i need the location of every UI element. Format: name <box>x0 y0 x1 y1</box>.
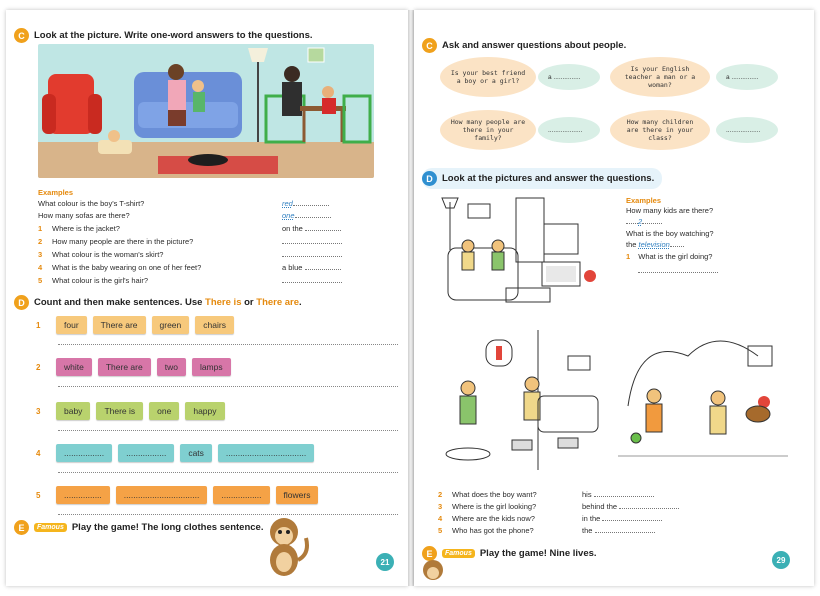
page-number: 21 <box>376 553 394 571</box>
question-bubble: How many children are there in your class? <box>610 110 710 150</box>
examples-label: Examples <box>626 196 662 205</box>
example-answer-row <box>626 217 662 226</box>
question-bubble: Is your best friend a boy or a girl? <box>440 57 536 97</box>
question-row <box>626 252 712 261</box>
example-answer: one <box>282 211 295 220</box>
word-card: white <box>56 358 92 376</box>
section-d-heading <box>422 168 662 189</box>
answer-prefix: a blue <box>282 263 303 272</box>
word-card: green <box>152 316 190 334</box>
answer-prefix: the <box>582 526 593 535</box>
section-title: Ask and answer questions about people. <box>442 40 627 51</box>
word-card: chairs <box>195 316 234 334</box>
example-answer: television <box>638 240 670 249</box>
example-row <box>38 199 348 208</box>
answer-blank[interactable] <box>282 237 342 244</box>
question-row <box>38 250 348 259</box>
question-number: 5 <box>438 526 443 535</box>
word-card: one <box>149 402 179 420</box>
word-card: ................. <box>118 444 174 462</box>
answer-blank[interactable] <box>305 263 341 270</box>
question-number: 1 <box>626 252 631 261</box>
row-number: 3 <box>36 406 41 416</box>
word-card: cats <box>180 444 212 462</box>
row-number: 4 <box>36 448 41 458</box>
word-card: There are <box>98 358 151 376</box>
answer-blank[interactable] <box>282 250 342 257</box>
family-scene-image <box>38 44 374 178</box>
word-card: ................ <box>56 486 110 504</box>
word-card: four <box>56 316 87 334</box>
example-question: What is the boy watching? <box>626 229 714 238</box>
section-letter-badge: D <box>14 295 29 310</box>
monkey-mascot-icon <box>418 558 448 586</box>
question-number: 5 <box>38 276 43 285</box>
question-text: What is the girl doing? <box>638 252 713 261</box>
answer-blank[interactable] <box>595 526 655 533</box>
section-title: Play the game! The long clothes sentence. <box>71 522 264 533</box>
section-c-heading <box>422 38 626 53</box>
famous-label: Famous <box>34 523 67 532</box>
question-row <box>38 224 348 233</box>
question-text: What colour is the girl's hair? <box>52 276 149 285</box>
answer-line <box>293 199 329 206</box>
answer-prefix: behind the <box>582 502 618 511</box>
answer-bubble[interactable]: ................... <box>538 117 600 143</box>
page-number: 29 <box>772 551 790 569</box>
section-letter-badge: C <box>422 38 437 53</box>
word-card: There is <box>96 402 143 420</box>
word-card: lamps <box>192 358 231 376</box>
famous-label: Famous <box>442 549 475 558</box>
example-row <box>38 211 348 220</box>
row-number: 5 <box>36 490 41 500</box>
answer-bubble[interactable]: ................... <box>716 117 778 143</box>
example-answer-row <box>626 240 684 249</box>
question-row <box>38 276 348 285</box>
question-number: 4 <box>438 514 443 523</box>
answer-prefix: his <box>582 490 592 499</box>
question-text: How many people are there in the picture? <box>52 237 194 246</box>
park-scene-image <box>618 326 788 468</box>
section-title: Count and then make sentences. Use There is or There are. <box>34 297 302 308</box>
answer-blank[interactable] <box>282 276 342 283</box>
word-row <box>36 358 231 376</box>
question-text: Where are the kids now? <box>452 514 535 523</box>
question-text: What colour is the woman's skirt? <box>52 250 164 259</box>
question-row <box>438 514 748 523</box>
answer-blank[interactable] <box>638 266 718 273</box>
question-number: 2 <box>38 237 43 246</box>
sentence-answer-line[interactable] <box>58 386 398 387</box>
question-number: 2 <box>438 490 443 499</box>
examples-label: Examples <box>38 188 74 197</box>
word-row <box>36 316 234 334</box>
word-card: ................. <box>213 486 269 504</box>
word-row <box>36 444 314 462</box>
question-number: 1 <box>38 224 43 233</box>
question-text: Where is the jacket? <box>52 224 120 233</box>
word-card: two <box>157 358 186 376</box>
question-row <box>38 263 348 272</box>
question-number: 3 <box>438 502 443 511</box>
question-text: Who has got the phone? <box>452 526 534 535</box>
right-page <box>414 10 814 586</box>
section-title: Look at the picture. Write one-word answers to the questions. <box>34 30 313 41</box>
question-row <box>438 490 748 499</box>
example-question: How many kids are there? <box>626 206 714 215</box>
word-card: ................. <box>56 444 112 462</box>
word-row <box>36 486 318 504</box>
example-question: How many sofas are there? <box>38 211 130 220</box>
section-letter-badge: D <box>422 171 437 186</box>
sentence-answer-line[interactable] <box>58 344 398 345</box>
word-card: happy <box>185 402 224 420</box>
word-row <box>36 402 225 420</box>
question-text: Where is the girl looking? <box>452 502 537 511</box>
section-letter-badge: E <box>422 546 437 561</box>
section-title: Play the game! Nine lives. <box>479 548 597 559</box>
word-card: .................................. <box>218 444 314 462</box>
row-number: 1 <box>36 320 41 330</box>
word-card: baby <box>56 402 90 420</box>
sentence-answer-line[interactable] <box>58 514 398 515</box>
section-title: Look at the pictures and answer the questions. <box>442 173 655 184</box>
monkey-mascot-icon <box>256 514 312 578</box>
living-room-illustration <box>38 44 374 178</box>
section-c-heading <box>14 28 313 43</box>
answer-blank[interactable] <box>619 502 679 509</box>
example-answer: 2 <box>638 217 643 226</box>
answer-prefix: on the <box>282 224 303 233</box>
question-number: 4 <box>38 263 43 272</box>
answer-blank[interactable] <box>602 514 662 521</box>
question-row <box>438 502 748 511</box>
left-page <box>6 10 408 586</box>
question-number: 3 <box>38 250 43 259</box>
section-d-heading <box>14 295 302 310</box>
question-row <box>438 526 748 535</box>
question-bubble: How many people are there in your family? <box>440 110 536 150</box>
answer-line <box>295 211 331 218</box>
answer-prefix: the <box>626 240 637 249</box>
answer-bubble[interactable]: a ............... <box>538 64 600 90</box>
question-text: What does the boy want? <box>452 490 537 499</box>
section-letter-badge: C <box>14 28 29 43</box>
answer-blank[interactable] <box>594 490 654 497</box>
sentence-answer-line[interactable] <box>58 430 398 431</box>
section-e-heading <box>422 546 597 561</box>
answer-bubble[interactable]: a ............... <box>716 64 778 90</box>
living-room-kids-image <box>438 330 608 470</box>
row-number: 2 <box>36 362 41 372</box>
question-bubble: Is your English teacher a man or a woman? <box>610 57 710 97</box>
question-row <box>38 237 348 246</box>
word-card: There are <box>93 316 146 334</box>
answer-prefix: in the <box>582 514 601 523</box>
word-card: ................................ <box>116 486 208 504</box>
question-text: What is the baby wearing on one of her feet? <box>52 263 202 272</box>
section-letter-badge: E <box>14 520 29 535</box>
kids-watching-tv-image <box>438 194 614 316</box>
example-question: What colour is the boy's T-shirt? <box>38 199 145 208</box>
word-card: flowers <box>276 486 319 504</box>
answer-blank[interactable] <box>305 224 341 231</box>
example-answer: red <box>282 199 293 208</box>
sentence-answer-line[interactable] <box>58 472 398 473</box>
section-e-heading <box>14 520 263 535</box>
